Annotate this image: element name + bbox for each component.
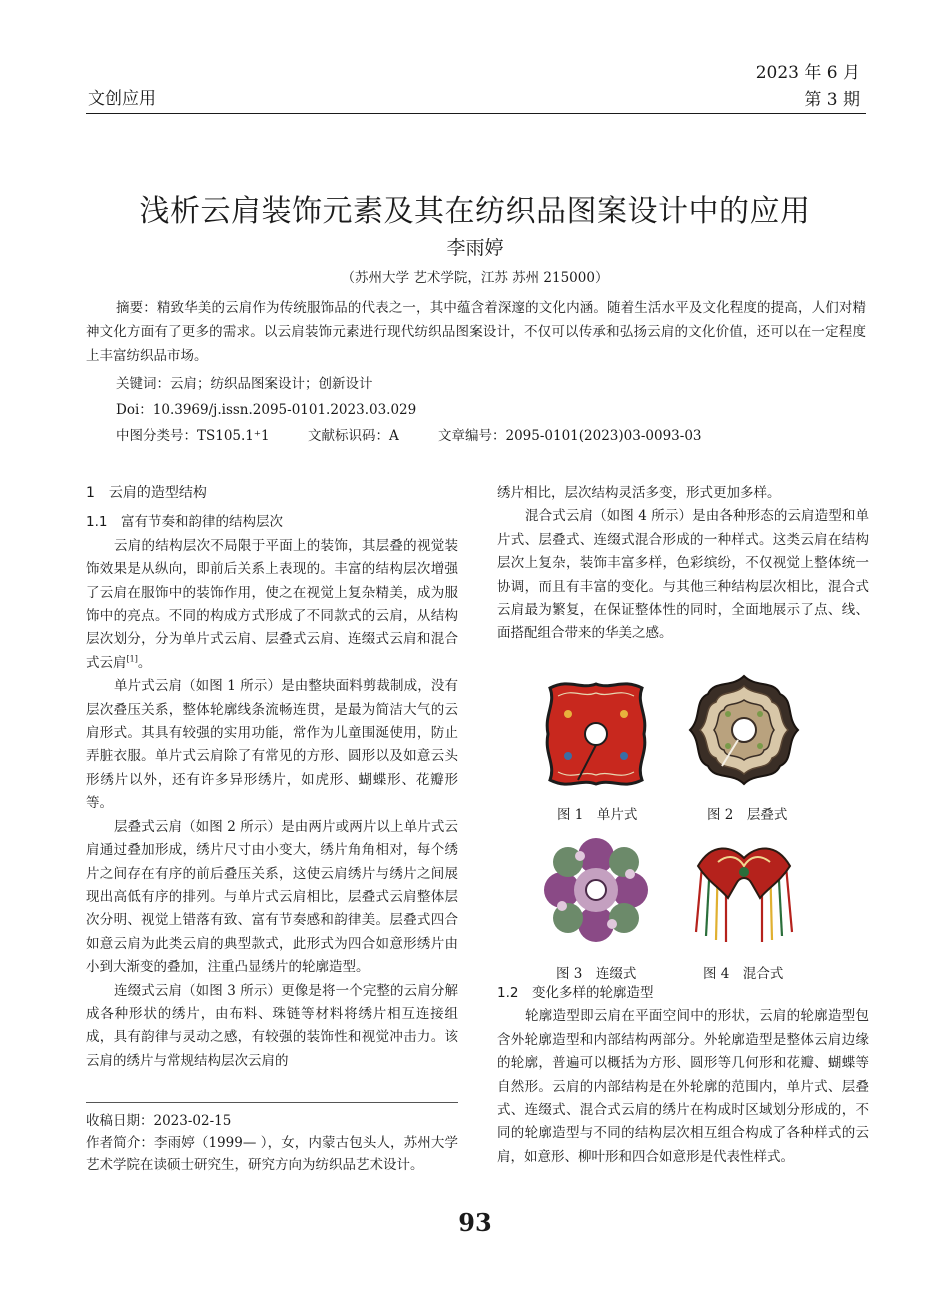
- section-heading-1-2: 1.2 变化多样的轮廓造型: [497, 985, 654, 1001]
- footnote-divider: [86, 1102, 458, 1103]
- figure-4-image: [688, 836, 800, 946]
- left-column: [86, 482, 458, 1073]
- section-heading-1: 1 云肩的造型结构: [86, 485, 207, 501]
- abstract: 摘要：精致华美的云肩作为传统服饰品的代表之一，其中蕴含着深邃的文化内涵。随着生活水平及文化程度的提高，人们对精神文化方面有了更多的需求。以云肩装饰元素进行现代纺织品图案设计，不仅可以传承和弘扬云肩的文化价值，还可以在一定程度上丰富纺织品市场。: [86, 300, 866, 364]
- article-author: 李雨婷: [446, 237, 504, 259]
- right-column-top: [497, 482, 869, 646]
- author-bio: 作者简介：李雨婷（1999— ），女，内蒙古包头人，苏州大学艺术学院在读硕士研究生，研究方向为纺织品艺术设计。: [86, 1135, 458, 1173]
- issue-number: 第 3 期: [804, 90, 860, 110]
- figure-1-image: [540, 674, 652, 794]
- paragraph: 连缀式云肩（如图 3 所示）更像是将一个完整的云肩分解成各种形状的绣片，由布料、珠链等材料将绣片相互连接组成，具有韵律与灵动之感，有较强的装饰性和视觉冲击力。该云肩的绣片与常规结构层次云肩的: [86, 982, 458, 1069]
- page-number: 93: [458, 1208, 492, 1237]
- footnote: [86, 1110, 458, 1176]
- figure-4-caption: 图 4 混合式: [703, 966, 784, 982]
- paragraph: 轮廓造型即云肩在平面空间中的形状，云肩的轮廓造型包含外轮廓造型和内部结构两部分。外轮廓造型是整体云肩边缘的轮廓，普遍可以概括为方形、圆形等几何形和花瓣、蝴蝶等自然形。云肩的内部结构是在外轮廓的范围内，单片式、层叠式、连缀式、混合式云肩的绣片在构成时区域划分形成的，不同的轮廓造型与不同的结构层次相互组合构成了各种样式的云肩，如意形、柳叶形和四合如意形是代表性样式。: [497, 1008, 869, 1165]
- paragraph: 单片式云肩（如图 1 所示）是由整块面料剪裁制成，没有层次叠压关系，整体轮廓线条流畅连贯，是最为简洁大气的云肩形式。其具有较强的实用功能，常作为儿童围涎使用，防止弄脏衣服。单片式云肩除了有常见的方形、圆形以及如意云头形绣片以外，还有许多异形绣片，如虎形、蝴蝶形、花瓣形等。: [86, 678, 458, 812]
- article-number: 文章编号：2095-0101(2023)03-0093-03: [438, 428, 702, 444]
- journal-section: 文创应用: [88, 89, 156, 109]
- document-code: 文献标识码：A: [308, 428, 399, 444]
- article-title: 浅析云肩装饰元素及其在纺织品图案设计中的应用: [139, 194, 811, 229]
- doi: Doi：10.3969/j.issn.2095-0101.2023.03.029: [116, 402, 417, 418]
- paragraph: 绣片相比，层次结构灵活多变，形式更加多样。: [497, 485, 781, 501]
- keywords: 关键词：云肩；纺织品图案设计；创新设计: [116, 376, 373, 392]
- received-date: 收稿日期：2023-02-15: [86, 1113, 232, 1129]
- header-divider: [86, 113, 866, 114]
- figure-3-image: [540, 834, 652, 946]
- paragraph-text: 云肩的结构层次不局限于平面上的装饰，其层叠的视觉装饰效果是从纵向，即前后关系上表现的。丰富的结构层次增强了云肩在服饰中的装饰作用，使之在视觉上复杂精美，成为服饰中的亮点。不同的构成方式形成了不同款式的云肩，从结构层次划分，分为单片式云肩、层叠式云肩、连缀式云肩和混合式云肩: [86, 537, 458, 671]
- issue-date: 2023 年 6 月: [755, 63, 860, 83]
- right-column-bottom: [497, 982, 869, 1169]
- figure-1-caption: 图 1 单片式: [557, 807, 638, 823]
- section-heading-1-1: 1.1 富有节奏和韵律的结构层次: [86, 514, 283, 531]
- issue-info: [756, 60, 860, 114]
- paragraph: 云肩的结构层次不局限于平面上的装饰，其层叠的视觉装饰效果是从纵向，即前后关系上表现的。丰富的结构层次增强了云肩在服饰中的装饰作用，使之在视觉上复杂精美，成为服饰中的亮点。不同的构成方式形成了不同款式的云肩，从结构层次划分，分为单片式云肩、层叠式云肩、连缀式云肩和混合式云肩[1]。: [86, 537, 458, 671]
- figure-2-image: [688, 674, 800, 786]
- citation-ref[interactable]: [1]: [126, 654, 138, 664]
- figure-3-caption: 图 3 连缀式: [556, 966, 637, 982]
- author-affiliation: （苏州大学 艺术学院，江苏 苏州 215000）: [341, 270, 609, 286]
- clc-number: 中图分类号：TS105.1⁺1: [116, 428, 270, 444]
- paragraph: 层叠式云肩（如图 2 所示）是由两片或两片以上单片式云肩通过叠加形成，绣片尺寸由小变大，绣片角角相对，每个绣片之间存在有序的前后叠压关系，这使云肩绣片与绣片之间展现出高低有序的排列。与单片式云肩相比，层叠式云肩整体层次分明、视觉上错落有致、富有节奏感和韵律美。层叠式四合如意云肩为此类云肩的典型款式，此形式为四合如意形绣片由小到大渐变的叠加，注重凸显绣片的轮廓造型。: [86, 818, 458, 976]
- paragraph: 混合式云肩（如图 4 所示）是由各种形态的云肩造型和单片式、层叠式、连缀式混合形成的一种样式。这类云肩在结构层次上复杂，装饰丰富多样，色彩缤纷，不仅视觉上整体统一协调，而且有丰富的变化。与其他三种结构层次相比，混合式云肩最为繁复，在保证整体性的同时，全面地展示了点、线、面搭配组合带来的华美之感。: [497, 508, 869, 642]
- figure-2-caption: 图 2 层叠式: [707, 807, 788, 823]
